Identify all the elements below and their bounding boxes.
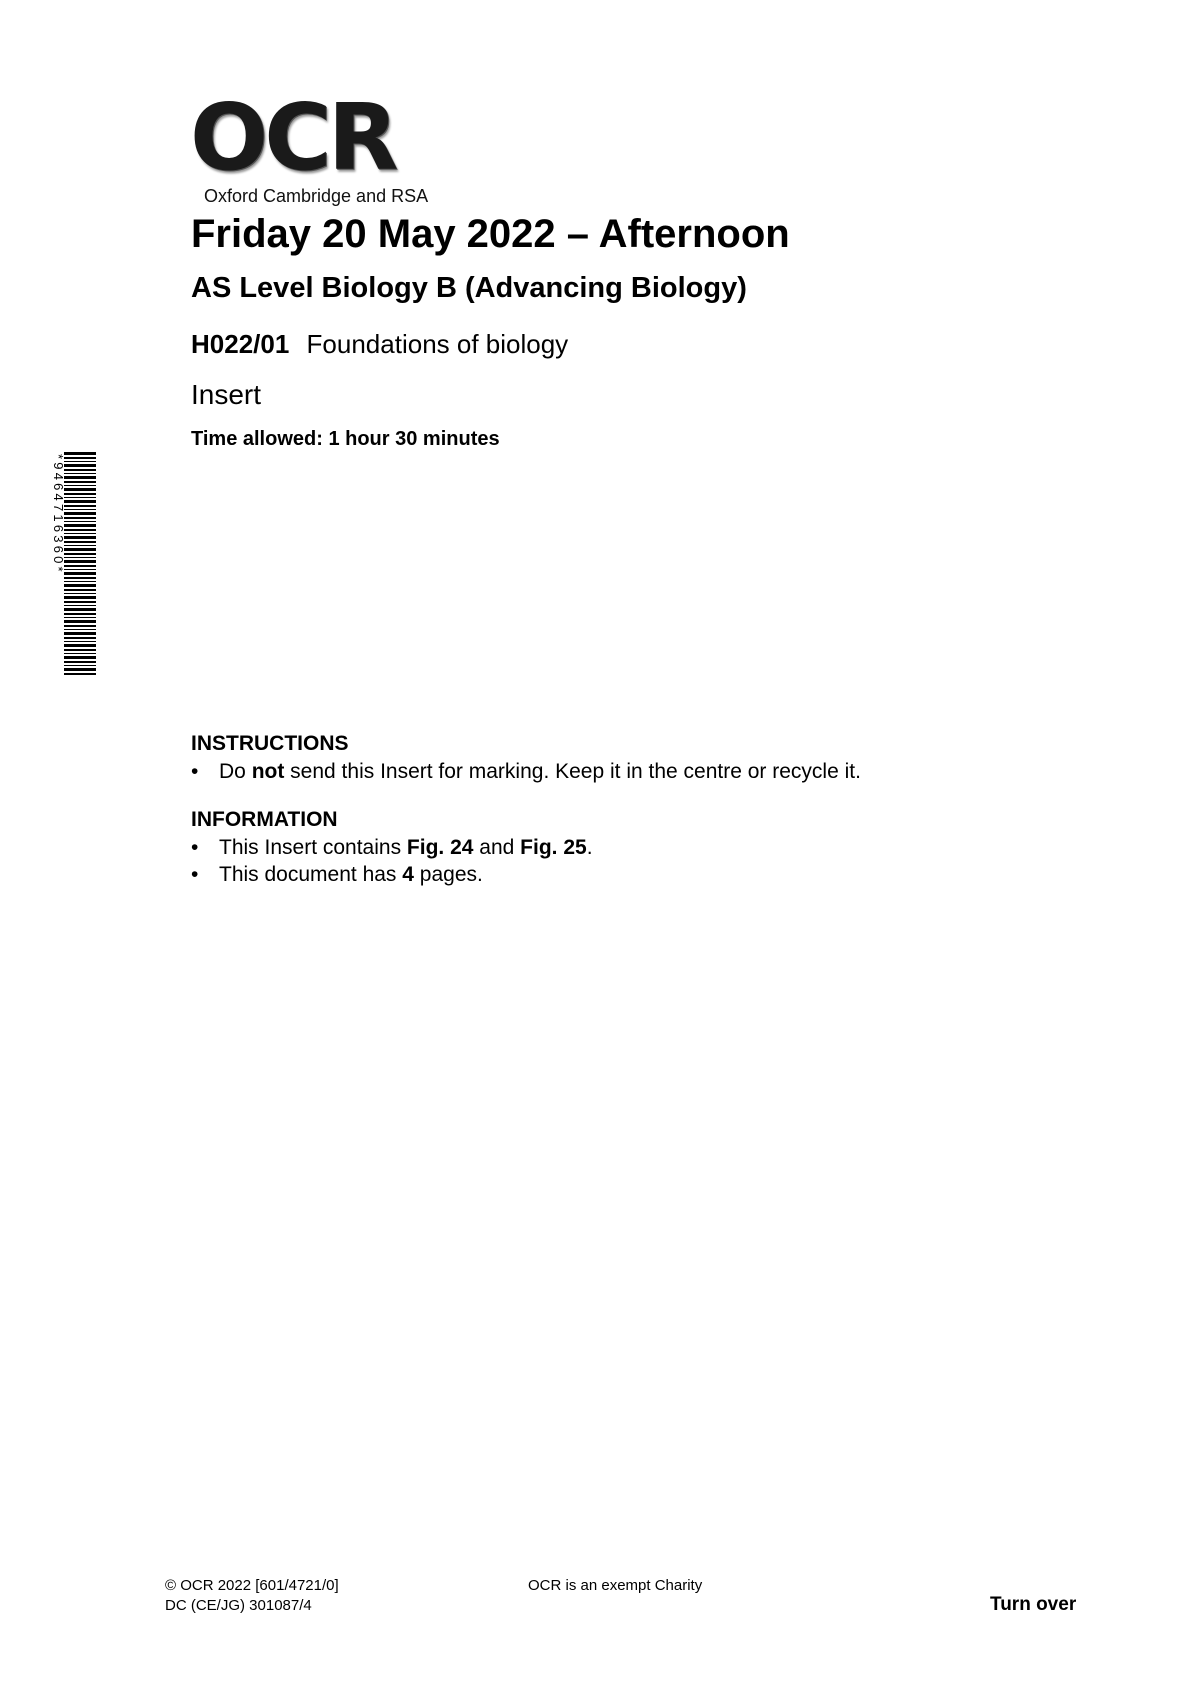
paper-title: Foundations of biology bbox=[306, 329, 569, 359]
information-item: • This document has 4 pages. bbox=[191, 861, 951, 888]
ocr-logo bbox=[190, 84, 450, 207]
turn-over-label: Turn over bbox=[990, 1594, 1077, 1615]
barcode-icon bbox=[46, 450, 98, 680]
instructions-section bbox=[191, 732, 951, 785]
information-section bbox=[191, 808, 951, 888]
qualification-title: AS Level Biology B (Advancing Biology) bbox=[191, 272, 747, 304]
exam-date: Friday 20 May 2022 – Afternoon bbox=[191, 212, 790, 256]
ocr-logo-mark: OCR bbox=[190, 84, 395, 191]
paper-code: H022/01 bbox=[191, 329, 290, 359]
document-reference: DC (CE/JG) 301087/4 bbox=[165, 1597, 312, 1614]
ocr-logo-subtitle: Oxford Cambridge and RSA bbox=[204, 186, 429, 206]
information-heading: INFORMATION bbox=[191, 808, 338, 831]
footer-left bbox=[165, 1576, 339, 1616]
barcode-text: *9464716360* bbox=[51, 454, 66, 575]
document-type: Insert bbox=[191, 379, 262, 410]
copyright-text: © OCR 2022 [601/4721/0] bbox=[165, 1577, 339, 1594]
information-item: • This Insert contains Fig. 24 and Fig. 25. bbox=[191, 834, 951, 861]
time-allowed: Time allowed: 1 hour 30 minutes bbox=[191, 428, 500, 450]
instruction-item: • Do not send this Insert for marking. Keep it in the centre or recycle it. bbox=[191, 758, 951, 785]
paper-line bbox=[191, 329, 568, 360]
charity-text: OCR is an exempt Charity bbox=[528, 1577, 703, 1594]
instructions-heading: INSTRUCTIONS bbox=[191, 732, 349, 755]
